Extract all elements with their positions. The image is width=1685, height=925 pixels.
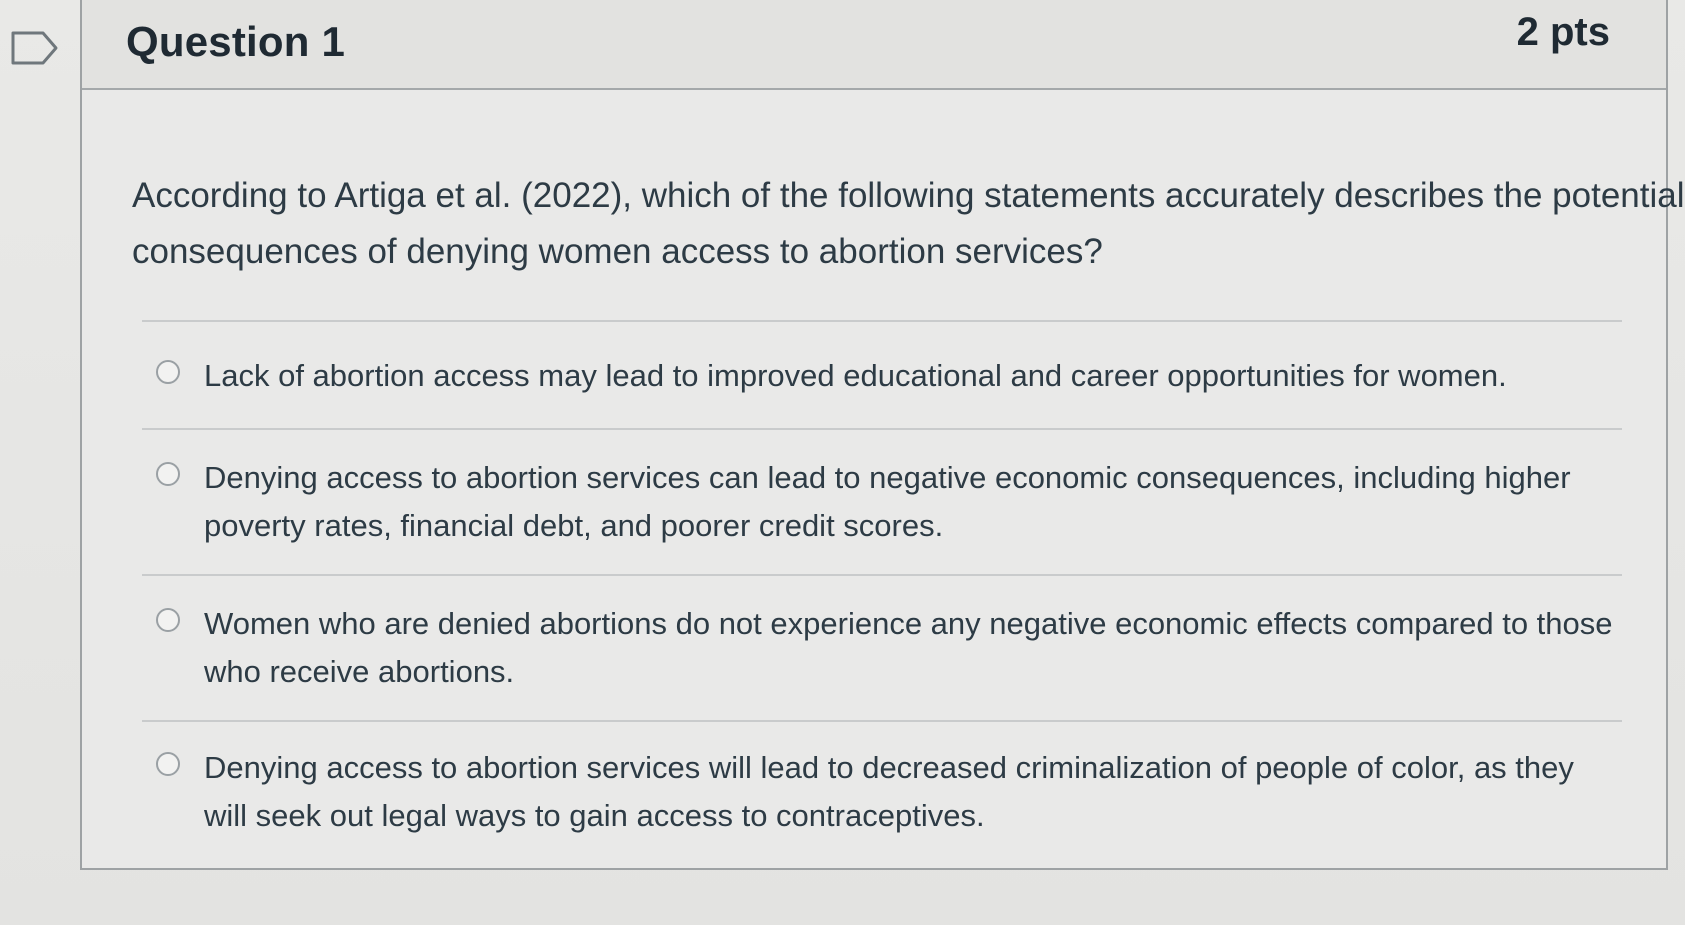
answer-option-1[interactable] xyxy=(142,322,1622,428)
radio-unchecked-icon[interactable] xyxy=(156,608,180,632)
answer-list xyxy=(142,320,1622,864)
question-title: Question 1 xyxy=(126,18,346,65)
answer-label: Denying access to abortion services can lead to negative economic consequences, including higher poverty rates, financial debt, and poorer credit scores. xyxy=(204,460,1571,543)
answer-label: Lack of abortion access may lead to improved educational and career opportunities for women. xyxy=(204,358,1507,393)
answer-option-3[interactable] xyxy=(142,576,1622,720)
answer-option-2[interactable] xyxy=(142,430,1622,574)
flag-outline-icon[interactable] xyxy=(10,30,60,66)
answer-label: Women who are denied abortions do not experience any negative economic effects compared to those who receive abortions. xyxy=(204,606,1613,689)
answer-label: Denying access to abortion services will lead to decreased criminalization of people of color, as they will seek out legal ways to gain access to contraceptives. xyxy=(204,750,1574,833)
radio-unchecked-icon[interactable] xyxy=(156,360,180,384)
question-text: According to Artiga et al. (2022), which of the following statements accurately describes the potential consequences of denying women access to abortion services? xyxy=(132,176,1685,271)
radio-unchecked-icon[interactable] xyxy=(156,752,180,776)
answer-option-4[interactable] xyxy=(142,722,1622,864)
question-header xyxy=(82,0,1666,90)
question-points: 2 pts xyxy=(1516,10,1610,54)
question-card xyxy=(80,0,1685,870)
radio-unchecked-icon[interactable] xyxy=(156,462,180,486)
